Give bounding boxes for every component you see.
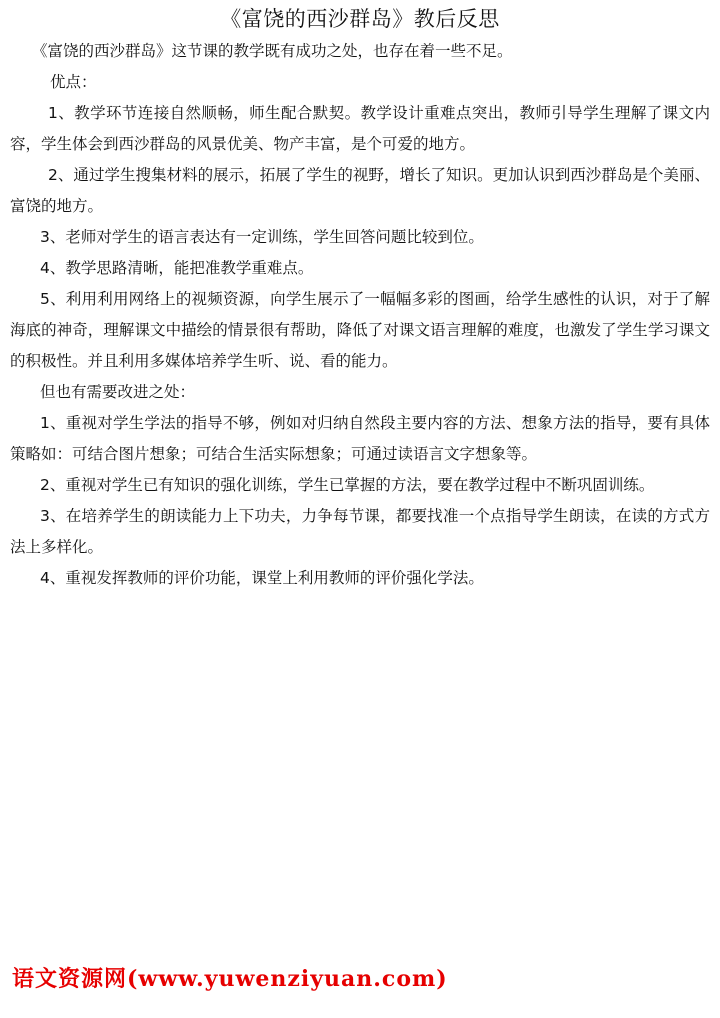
- strength-item-2: 2、通过学生搜集材料的展示，拓展了学生的视野，增长了知识。更加认识到西沙群岛是个美丽、富饶的地方。: [10, 166, 710, 215]
- strength-item-5: 5、利用利用网络上的视频资源，向学生展示了一幅幅多彩的图画，给学生感性的认识，对于了解海底的神奇，理解课文中描绘的情景很有帮助，降低了对课文语言理解的难度，也激发了学生学习课文的积极性。并且利用多媒体培养学生听、说、看的能力。: [10, 290, 710, 370]
- strengths-heading: 优点：: [50, 73, 97, 91]
- improvement-item-2: 2、重视对学生已有知识的强化训练，学生已掌握的方法，要在教学过程中不断巩固训练。: [40, 476, 655, 494]
- source-watermark: 语文资源网(www.yuwenziyuan.com): [12, 966, 448, 992]
- document-body: [10, 36, 710, 594]
- improvement-item-1: 1、重视对学生学法的指导不够，例如对归纳自然段主要内容的方法、想象方法的指导，要有具体策略如：可结合图片想象；可结合生活实际想象；可通过读语言文字想象等。: [10, 414, 710, 463]
- strength-item-1: 1、教学环节连接自然顺畅，师生配合默契。教学设计重难点突出，教师引导学生理解了课文内容，学生体会到西沙群岛的风景优美、物产丰富，是个可爱的地方。: [10, 104, 710, 153]
- intro-paragraph: 《富饶的西沙群岛》这节课的教学既有成功之处，也存在着一些不足。: [32, 42, 513, 60]
- document-title: 《富饶的西沙群岛》教后反思: [220, 7, 500, 31]
- strength-item-4: 4、教学思路清晰，能把准教学重难点。: [40, 259, 314, 277]
- improvement-item-3: 3、在培养学生的朗读能力上下功夫，力争每节课，都要找准一个点指导学生朗读，在读的方式方法上多样化。: [10, 507, 710, 556]
- strength-item-3: 3、老师对学生的语言表达有一定训练，学生回答问题比较到位。: [40, 228, 484, 246]
- improvement-item-4: 4、重视发挥教师的评价功能，课堂上利用教师的评价强化学法。: [40, 569, 484, 587]
- improvements-heading: 但也有需要改进之处：: [40, 383, 196, 401]
